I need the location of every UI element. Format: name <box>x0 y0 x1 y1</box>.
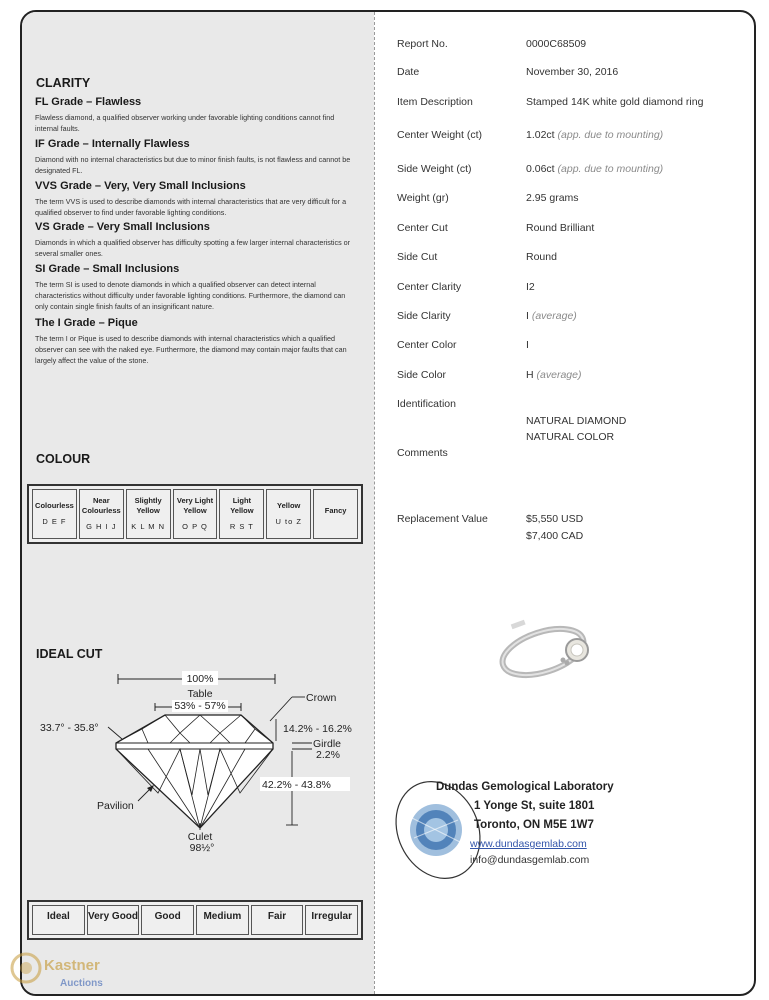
center-weight-value: 1.02ct <box>526 129 555 141</box>
field-label-comments: Comments <box>397 447 448 459</box>
colour-cell-name: Light Yellow <box>230 496 254 515</box>
field-value-side-cut: Round <box>526 251 557 263</box>
cut-grade-cell: Irregular <box>305 905 358 935</box>
colour-cell-name: Colourless <box>35 501 74 510</box>
field-label-identification: Identification <box>397 398 456 410</box>
girdle-label: Girdle <box>313 738 342 750</box>
girdle-value-label: 2.2% <box>316 749 340 761</box>
colour-cell <box>219 489 264 539</box>
grade-fl-title: FL Grade – Flawless <box>35 96 142 108</box>
lab-website-link[interactable]: www.dundasgemlab.com <box>470 838 587 850</box>
table-range-label: 53% - 57% <box>174 700 226 712</box>
colour-cell-name: Near Colourless <box>81 496 121 515</box>
field-label-side-cut: Side Cut <box>397 251 438 263</box>
lab-email[interactable]: info@dundasgemlab.com <box>470 854 590 866</box>
colour-cell-code: U to Z <box>275 517 302 526</box>
field-value-item-description: Stamped 14K white gold diamond ring <box>526 96 704 108</box>
field-value-center-weight <box>526 129 663 141</box>
colour-cell <box>173 489 218 539</box>
colour-cell <box>266 489 311 539</box>
field-value-date: November 30, 2016 <box>526 66 619 78</box>
replacement-value-usd: $5,550 USD <box>526 513 584 525</box>
colour-scale-table <box>27 484 363 544</box>
colour-cell <box>313 489 358 539</box>
side-color-note: (average) <box>536 369 582 381</box>
pavilion-depth-label: 42.2% - 43.8% <box>262 779 331 791</box>
culet-label: Culet <box>187 831 213 843</box>
field-label-side-weight: Side Weight (ct) <box>397 163 472 175</box>
colour-cell-code: D E F <box>42 517 67 526</box>
colour-cell <box>79 489 124 539</box>
lab-address-line-1: 1 Yonge St, suite 1801 <box>474 800 595 812</box>
crown-height-label: 14.2% - 16.2% <box>283 723 352 735</box>
grade-if-title: IF Grade – Internally Flawless <box>35 138 190 150</box>
center-weight-note: (app. due to mounting) <box>557 129 664 141</box>
cut-grade-cell: Very Good <box>87 905 140 935</box>
crown-angle-label: 33.7° - 35.8° <box>40 722 99 734</box>
colour-heading: COLOUR <box>36 452 91 466</box>
identification-line-2: NATURAL COLOR <box>526 431 615 443</box>
field-label-replacement-value: Replacement Value <box>397 513 488 525</box>
side-weight-note: (app. due to mounting) <box>557 163 664 175</box>
watermark-line1: Kastner <box>44 957 100 974</box>
cut-grade-cell: Ideal <box>32 905 85 935</box>
grade-si-text: The term SI is used to denote diamonds in which a qualified observer can detect internal characteristics without difficulty under favorable lighting conditions. Furthermore, the diamond can only contain single finish faults of an insignificant nature. <box>35 280 346 311</box>
field-label-item-description: Item Description <box>397 96 473 108</box>
identification-line-1: NATURAL DIAMOND <box>526 415 627 427</box>
diamond-outline <box>116 715 273 828</box>
field-label-center-clarity: Center Clarity <box>397 281 462 293</box>
colour-cell-name: Slightly Yellow <box>134 496 162 515</box>
field-label-side-color: Side Color <box>397 369 447 381</box>
side-clarity-note: (average) <box>531 310 577 322</box>
diamond-proportion-diagram <box>30 665 370 855</box>
field-value-weight-gr: 2.95 grams <box>526 192 579 204</box>
culet-value-label: 98½° <box>189 842 215 854</box>
clarity-heading: CLARITY <box>36 76 91 90</box>
colour-cell-name: Very Light Yellow <box>176 496 214 515</box>
field-value-side-weight <box>526 163 663 175</box>
field-label-report-no: Report No. <box>397 38 448 50</box>
colour-cell <box>32 489 77 539</box>
lab-address-line-2: Toronto, ON M5E 1W7 <box>474 819 594 831</box>
column-divider <box>374 12 376 994</box>
cut-grade-cell: Fair <box>251 905 304 935</box>
grade-si-title: SI Grade – Small Inclusions <box>35 263 180 275</box>
field-value-side-clarity <box>526 310 577 322</box>
field-label-date: Date <box>397 66 420 78</box>
watermark-line2: Auctions <box>60 978 103 989</box>
colour-cell <box>126 489 171 539</box>
side-weight-value: 0.06ct <box>526 163 555 175</box>
field-value-center-color: I <box>526 339 529 351</box>
side-color-value: H <box>526 369 534 381</box>
replacement-value-cad: $7,400 CAD <box>526 530 584 542</box>
grade-if-text: Diamond with no internal characteristics but due to minor finish faults, is not flawless and cannot be designated FL. <box>35 155 351 175</box>
colour-cell-name: Yellow <box>277 501 301 510</box>
ring-photo <box>485 608 605 688</box>
field-value-center-cut: Round Brilliant <box>526 222 595 234</box>
grade-vvs-title: VVS Grade – Very, Very Small Inclusions <box>35 180 246 192</box>
field-label-center-weight: Center Weight (ct) <box>397 129 482 141</box>
grade-i-text: The term I or Pique is used to describe diamonds with internal characteristics which a qualified observer can see with the naked eye. Furthermore, the diamond may contain major faults that can largely affect the value of the stone. <box>35 334 347 365</box>
colour-cell-code: G H I J <box>86 522 117 531</box>
colour-cell-code: O P Q <box>182 522 208 531</box>
pavilion-label: Pavilion <box>97 800 134 812</box>
colour-cell-code: R S T <box>229 522 254 531</box>
field-label-center-color: Center Color <box>397 339 457 351</box>
grade-vvs-text: The term VVS is used to describe diamonds with internal characteristics that are very difficult for a qualified observer to find under favorable lighting conditions. <box>35 197 347 217</box>
auction-watermark-logo <box>10 932 110 994</box>
colour-cell-code: K L M N <box>131 522 166 531</box>
lab-name: Dundas Gemological Laboratory <box>436 781 614 793</box>
width-label: 100% <box>186 673 214 685</box>
cut-grade-cell: Good <box>141 905 194 935</box>
field-value-report-no: 0000C68509 <box>526 38 587 50</box>
grade-fl-text: Flawless diamond, a qualified observer working under favorable lighting conditions cannot find internal faults. <box>35 113 335 133</box>
field-value-center-clarity: I2 <box>526 281 535 293</box>
field-label-side-clarity: Side Clarity <box>397 310 451 322</box>
field-label-weight-gr: Weight (gr) <box>397 192 449 204</box>
field-label-center-cut: Center Cut <box>397 222 448 234</box>
table-label: Table <box>187 688 213 700</box>
field-value-side-color <box>526 369 581 381</box>
side-clarity-value: I <box>526 310 529 322</box>
cut-grade-cell: Medium <box>196 905 249 935</box>
grade-vs-text: Diamonds in which a qualified observer has difficulty spotting a few larger internal characteristics or several smaller ones. <box>35 238 351 258</box>
grade-i-title: The I Grade – Pique <box>35 317 138 329</box>
grade-vs-title: VS Grade – Very Small Inclusions <box>35 221 210 233</box>
colour-cell-name: Fancy <box>324 506 347 515</box>
ideal-cut-heading: IDEAL CUT <box>36 647 103 661</box>
crown-label: Crown <box>306 692 337 704</box>
